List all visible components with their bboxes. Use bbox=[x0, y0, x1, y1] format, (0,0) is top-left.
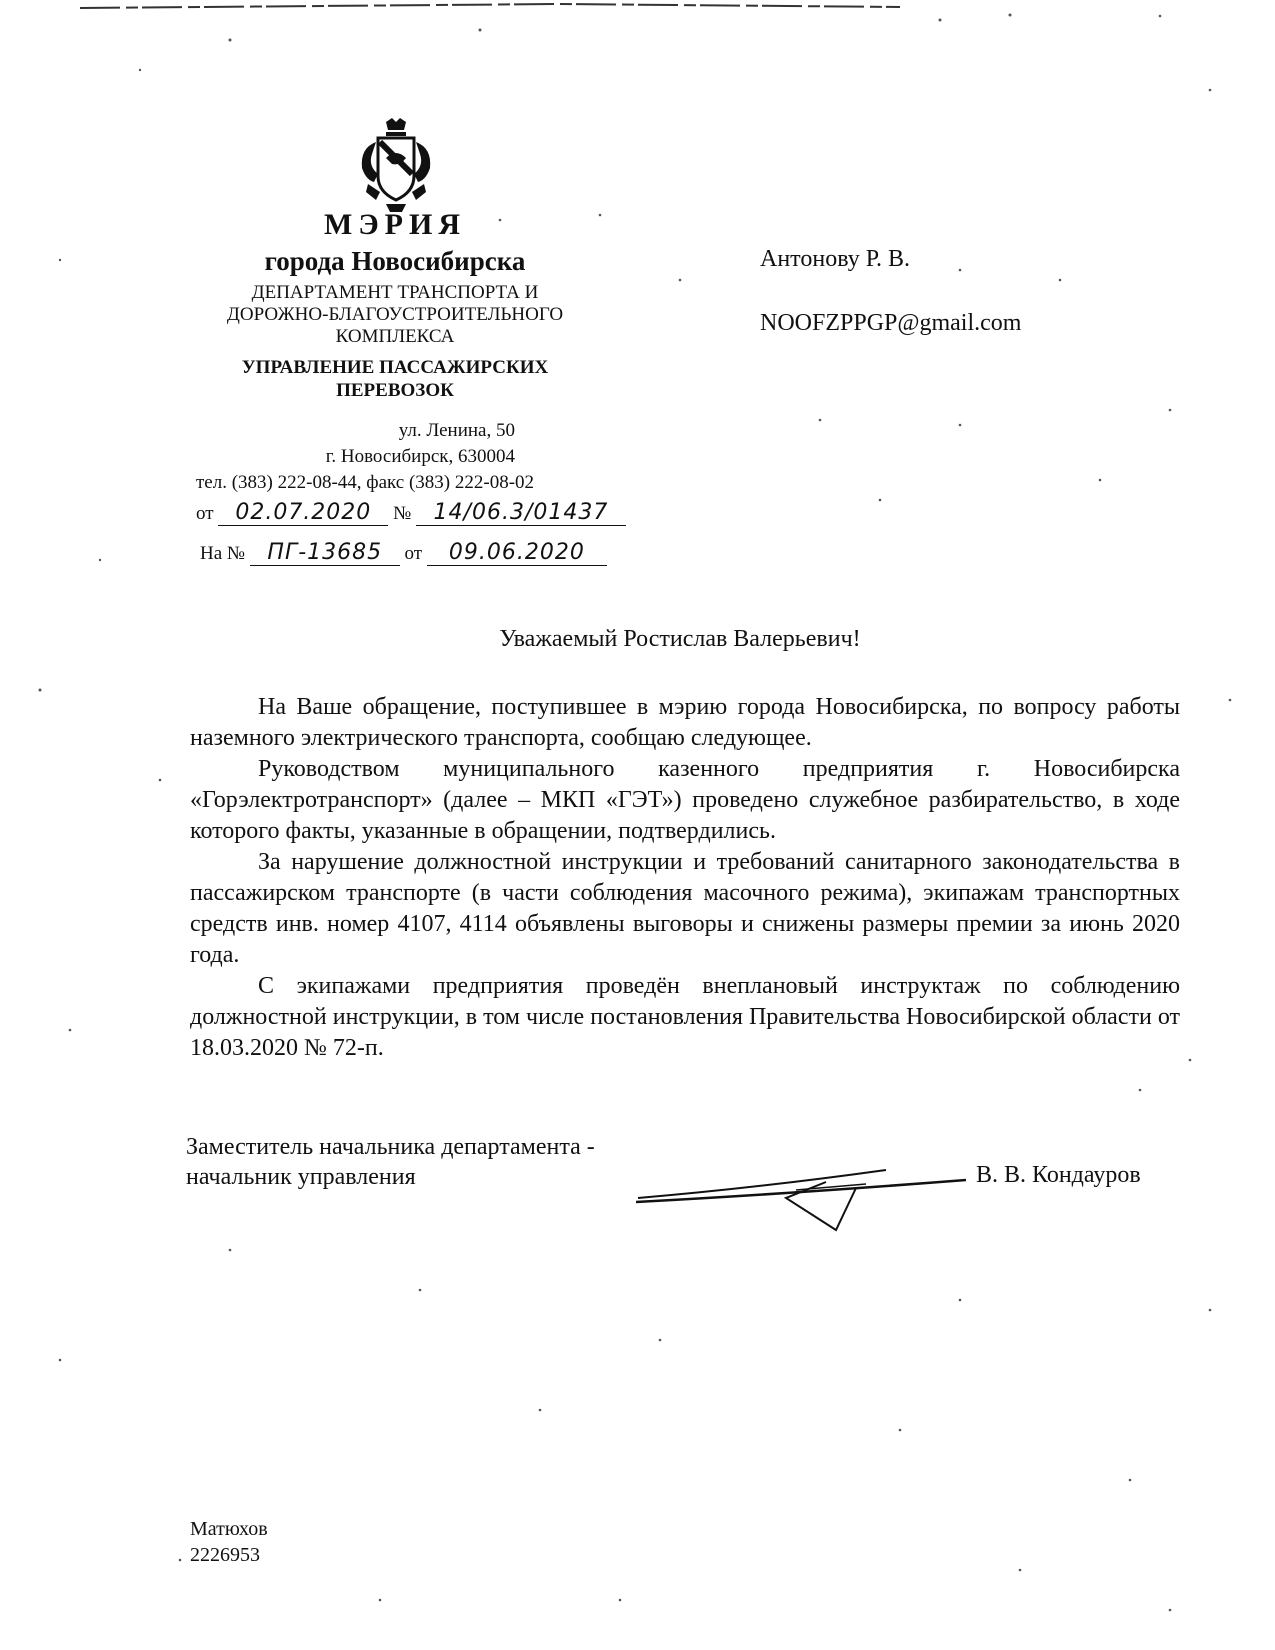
incoming-registration bbox=[200, 540, 607, 566]
executor-info bbox=[190, 1516, 268, 1568]
outgoing-number: 14/06.3/01437 bbox=[416, 500, 626, 526]
letterhead-mayor-office: МЭРИЯ bbox=[324, 208, 466, 241]
recipient-email: NOOFZPPGP@gmail.com bbox=[760, 310, 1022, 336]
reply-number: ПГ-13685 bbox=[250, 540, 400, 566]
administration-line: УПРАВЛЕНИЕ ПАССАЖИРСКИХ bbox=[241, 357, 549, 378]
reply-from-label: от bbox=[404, 543, 423, 564]
number-label: № bbox=[393, 503, 412, 524]
executor-name: Матюхов bbox=[190, 1518, 268, 1540]
department-line: ДОРОЖНО-БЛАГОУСТРОИТЕЛЬНОГО bbox=[226, 304, 564, 325]
outgoing-registration bbox=[196, 500, 626, 526]
signatory-position bbox=[186, 1132, 595, 1192]
letter-paragraph: На Ваше обращение, поступившее в мэрию города Новосибирска, по вопросу работы наземного электрического транспорта, сообщаю следующее. bbox=[190, 694, 1180, 751]
letterhead-city: города Новосибирска bbox=[264, 246, 526, 276]
administration-line: ПЕРЕВОЗОК bbox=[336, 380, 454, 401]
from-label: от bbox=[196, 503, 214, 524]
position-line: Заместитель начальника департамента - bbox=[186, 1134, 595, 1160]
signatory-name: В. В. Кондауров bbox=[976, 1162, 1141, 1188]
department-line: ДЕПАРТАМЕНТ ТРАНСПОРТА И bbox=[251, 282, 539, 303]
letter-paragraph: За нарушение должностной инструкции и требований санитарного законодательства в пассажирском транспорте (в части соблюдения масочного режима), экипажам транспортных средств инв. номер 4107, 4114 объявлены выговоры и снижены размеры премии за июнь 2020 года. bbox=[190, 849, 1180, 968]
address-city: г. Новосибирск, 630004 bbox=[325, 446, 515, 467]
recipient-name: Антонову Р. В. bbox=[760, 246, 911, 272]
salutation: Уважаемый Ростислав Валерьевич! bbox=[499, 626, 861, 652]
address-street: ул. Ленина, 50 bbox=[398, 420, 515, 441]
reply-label: На № bbox=[200, 543, 246, 564]
letter-body bbox=[190, 692, 1180, 1064]
outgoing-date: 02.07.2020 bbox=[218, 500, 388, 526]
letterhead-department bbox=[180, 282, 610, 348]
handwritten-signature bbox=[636, 1158, 976, 1238]
position-line: начальник управления bbox=[186, 1164, 416, 1190]
contact-phones: тел. (383) 222-08-44, факс (383) 222-08-02 bbox=[196, 472, 535, 493]
letter-paragraph: С экипажами предприятия проведён внеплановый инструктаж по соблюдению должностной инструкции, в том числе постановления Правительства Новосибирской области от 18.03.2020 № 72-п. bbox=[190, 973, 1180, 1061]
letter-paragraph: Руководством муниципального казенного предприятия г. Новосибирска «Горэлектротранспорт» (далее – МКП «ГЭТ») проведено служебное разбирательство, в ходе которого факты, указанные в обращении, подтвердились. bbox=[190, 756, 1180, 844]
letterhead-administration bbox=[180, 356, 610, 402]
executor-phone: 2226953 bbox=[190, 1544, 260, 1566]
reply-date: 09.06.2020 bbox=[427, 540, 607, 566]
coat-of-arms-icon bbox=[356, 118, 436, 214]
department-line: КОМПЛЕКСА bbox=[335, 326, 455, 347]
